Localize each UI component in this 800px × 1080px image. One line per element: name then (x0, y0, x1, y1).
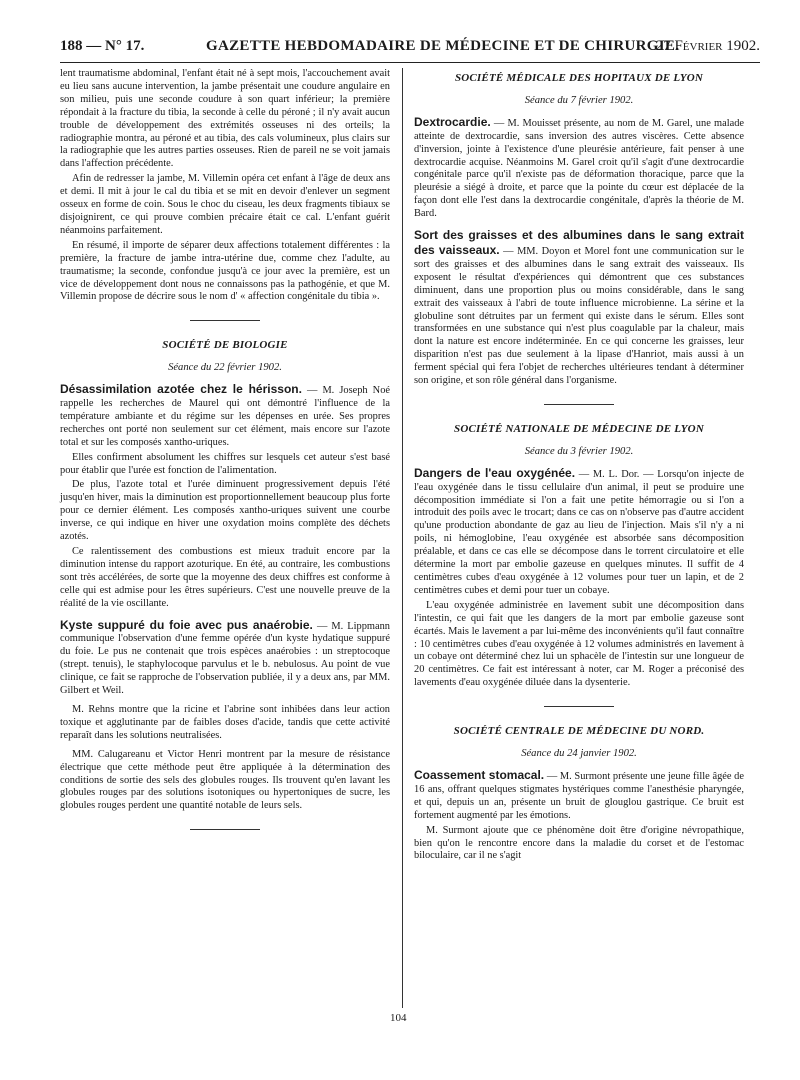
society-heading-nord: SOCIÉTÉ CENTRALE DE MÉDECINE DU NORD. (453, 725, 705, 738)
section-separator (544, 404, 614, 405)
section-separator (190, 829, 260, 830)
intro-paragraph: En résumé, il importe de séparer deux affections totalement différentes : la première, la fracture de jambe intra-utérine due, comme chez l'adulte, au traumatisme; la seconde, confondue jusqu'à ce jour avec la première, est un vice de développement dont nous ne connaissons pas la pathogénie, et que M. Villemin propose de décrire sous le nom d' « affection congénitale du tibia ». (60, 239, 390, 303)
issue-date: 27 Février 1902. (655, 38, 760, 54)
article-title: Dangers de l'eau oxygénée. (414, 465, 576, 480)
seance-date: Séance du 3 février 1902. (524, 445, 634, 457)
running-header (60, 38, 760, 60)
article-title: Désassimilation azotée chez le hérisson. (60, 382, 302, 397)
article-paragraph: De plus, l'azote total et l'urée diminuent progressivement depuis l'été jusqu'en hiver, mais la diminution est proportionnellement beaucoup plus forte pour ce dernier élément. Les composés xantho-uriques suivent une courbe inverse, ce qui indique en hiver une oxydation moins complète des déchets azotés. (60, 479, 390, 543)
society-heading-hopitaux-lyon: SOCIÉTÉ MÉDICALE DES HOPITAUX DE LYON (454, 72, 704, 84)
intro-paragraph: Afin de redresser la jambe, M. Villemin opéra cet enfant à l'âge de deux ans et demi. Il mit à jour le cal du tibia et se mit en devoir d'enlever un segment osseux en forme de coin. Sous le choc du ciseau, les deux fragments tibiaux se disjoignirent, ce qui prouve combien précaire était ce cal. L'enfant guérit néanmoins parfaitement. (60, 173, 390, 236)
article-dextrocardie (414, 116, 744, 221)
article-paragraph: Elles confirment absolument les chiffres sur lesquels cet auteur s'est basé pour établir que l'urée est fonction de l'alimentation. (60, 451, 390, 476)
header-rule (60, 62, 760, 63)
article-lead-text: — M. Surmont présente une jeune fille âgée de 16 ans, offrant quelques stigmates hystériques comme l'anesthésie pharyngée, et qui, depuis un an, présente un bruit de glouglou gastrique. Ce bruit est fortement augmenté par les émotions. (414, 770, 744, 821)
article-eau-oxygenee (414, 467, 744, 598)
article-title: Dextrocardie. (414, 114, 491, 129)
article-paragraph: L'eau oxygénée administrée en lavement subit une décomposition dans l'intestin, ce qui fait que les dangers de la mort par embolie gazeuse sont écartés. Mais le lavement a par lui-même des inconvénients qu'il faut connaître : 10 centimètres cubes d'eau oxygénée à 12 volumes administrés en lavement à un cobaye ont déterminé chez lui un sphacèle de l'intestin sur une longueur de 20 centimètres. Ce fait est intéressant à noter, car M. Roger a préconisé des lavements d'eau oxygénée diluée dans la dysenterie. (414, 599, 744, 689)
section-separator (190, 320, 260, 321)
journal-title: GAZETTE HEBDOMADAIRE DE MÉDECINE ET DE CHIRURGIE. (206, 38, 680, 54)
article-lead-text: — M. Lippmann communique l'observation d'une femme opérée d'un kyste hydatique suppuré du foie. Le pus ne contenait que trois espèces anaérobies : un streptocoque (strept. tenuis), le staphylocoque parvulus et le b. nebulosus. Au point de vue clinique, ce fait se rapproche de l'observation publiée, il y a deux ans, par MM. Gilbert et Weil. (60, 620, 391, 697)
seance-date: Séance du 7 février 1902. (524, 94, 634, 106)
article-paragraph: M. Surmont ajoute que ce phénomène doit être d'origine névropathique, bien qu'on le rencontre encore dans la maladie du corset et de l'estomac biloculaire, car il ne s'agit (414, 824, 744, 862)
article-lead-text: — M. L. Dor. — Lorsqu'on injecte de l'eau oxygénée dans le tissu cellulaire d'un animal, il peut se produire une décomposition immédiate si l'on a fait une petite hémorragie ou si l'on a introduit des poils avec le trocart; dans ce cas on n'observe pas d'autre accident qu'une production abondante de gaz au lieu de l'injection. Mais s'il n'y a ni poils, ni hémoglobine, l'eau oxygénée est absorbée sans décomposition préalable, et dans ce cas elle se décompose dans le torrent circulatoire et elle détermine la mort par embolie gazeuse en quelques minutes. Il suffit de 4 centimètres cubes d'eau oxygénée à 12 volumes pour tuer un lapin, et de 2 centimètres cubes et demi pour tuer un cobaye. (414, 468, 744, 596)
article-lead-text: — MM. Doyon et Morel font une communication sur le sort des graisses et des albumines dans le sang extrait des vaisseaux. Ils exposent le résultat d'expériences qui démontrent que ces substances diminuent, dans une proportion plus ou moins considérable, dans le sang extrait des vaisseaux à l'abri de toute influence microbienne. La sérine et la globuline sont détruites par un ferment qui existe dans le sérum. Elles sont transformées en une substance qui n'est plus coagulable par la chaleur, mais dont la nature est encore indéterminée. En ce qui concerne les graisses, leur disparition n'est pas due seulement à la lipase d'Hanriot, mais aussi à un ferment spécial qui fera l'objet de recherches ultérieures tendant à déterminer son origine, et son rôle général dans l'organisme. (414, 245, 744, 387)
page-folio: 104 (390, 1012, 407, 1024)
column-divider (402, 68, 403, 1008)
article-kyste (60, 619, 390, 698)
section-separator (544, 706, 614, 707)
article-paragraph: M. Rehns montre que la ricine et l'abrine sont inhibées dans leur action toxique et agglutinante par de faibles doses d'acide, tandis que cette activité reparaît dans les solutions neutralisées. (60, 703, 390, 741)
right-column (414, 68, 744, 865)
article-lead-text: — M. Mouisset présente, au nom de M. Garel, une malade atteinte de dextrocardie, sans inversion des autres viscères. Cette absence d'inversion, jointe à l'existence d'une pleurésie antérieure, fait penser à une dextrocardie acquise. Néanmoins M. Garel croit qu'il s'agit d'une dextrocardie congénitale parce qu'il n'existe pas de déformation thoracique, parce que la pleurésie a siégé à droite, et parce que la pointe du cœur est déplacée de la façon dont elle l'est dans la dextrocardie congénitale, d'après la théorie de M. Bard. (414, 117, 744, 220)
intro-paragraph: lent traumatisme abdominal, l'enfant était né à sept mois, l'accouchement avait eu lieu sans aucune intervention, la jambe présentait une coudure angulaire en son milieu, puis une seconde coudure à son quart inférieur; la première répondait à la fracture du tibia, la seconde à celle du péroné ; il n'y avait aucun trouble de développement des extrémités osseuses ni des orteils; la radiographie montra, au péroné et au tibia, des cals volumineux, plus clairs sur la radiographie que les autres parties osseuses. Rien de pareil ne se voit jamais dans l'affection précédente. (60, 68, 390, 170)
article-lead-text: — M. Joseph Noé rappelle les recherches de Maurel qui ont démontré l'influence de la température ambiante et du régime sur les dépenses en urée. Ses propres recherches ont porté non seulement sur cet élément, mais encore sur l'azote total et sur les composés xantho-uriques. (60, 385, 390, 448)
article-title: Kyste suppuré du foie avec pus anaérobie. (60, 617, 313, 632)
article-coassement (414, 769, 744, 823)
article-paragraph: MM. Calugareanu et Victor Henri montrent par la mesure de résistance électrique que cette méthode peut être appliquée à la détermination des conditions de sortie des sels des globules rouges. Ils trouvent qu'en lavant les globules rouges par des solutions isotoniques ou hypertoniques de sucre, les globules rouges perdent une quantité notable de leurs sels. (60, 748, 390, 812)
seance-date: Séance du 24 janvier 1902. (521, 748, 637, 760)
article-title: Coassement stomacal. (414, 767, 545, 782)
article-graisses (414, 229, 744, 388)
article-desassimilation (60, 383, 390, 450)
seance-date: Séance du 22 février 1902. (168, 362, 282, 374)
page-issue-number: 188 — N° 17. (60, 38, 145, 54)
society-heading-biologie: SOCIÉTÉ DE BIOLOGIE (162, 339, 288, 352)
article-title: Sort des graisses et des albumines dans le sang extrait des vaisseaux. (414, 228, 744, 257)
left-column (60, 68, 390, 840)
article-paragraph: Ce ralentissement des combustions est mieux traduit encore par la diminution intense du rapport azoturique. En été, au contraire, les combustions sont très accélérées, de sorte que la moyenne des deux chiffres est conforme à celle qui est admise pour les êtres supérieurs. C'est une nouvelle preuve de la réalité de la vie oscillante. (60, 546, 390, 609)
society-heading-nationale-lyon: SOCIÉTÉ NATIONALE DE MÉDECINE DE LYON (454, 422, 704, 435)
